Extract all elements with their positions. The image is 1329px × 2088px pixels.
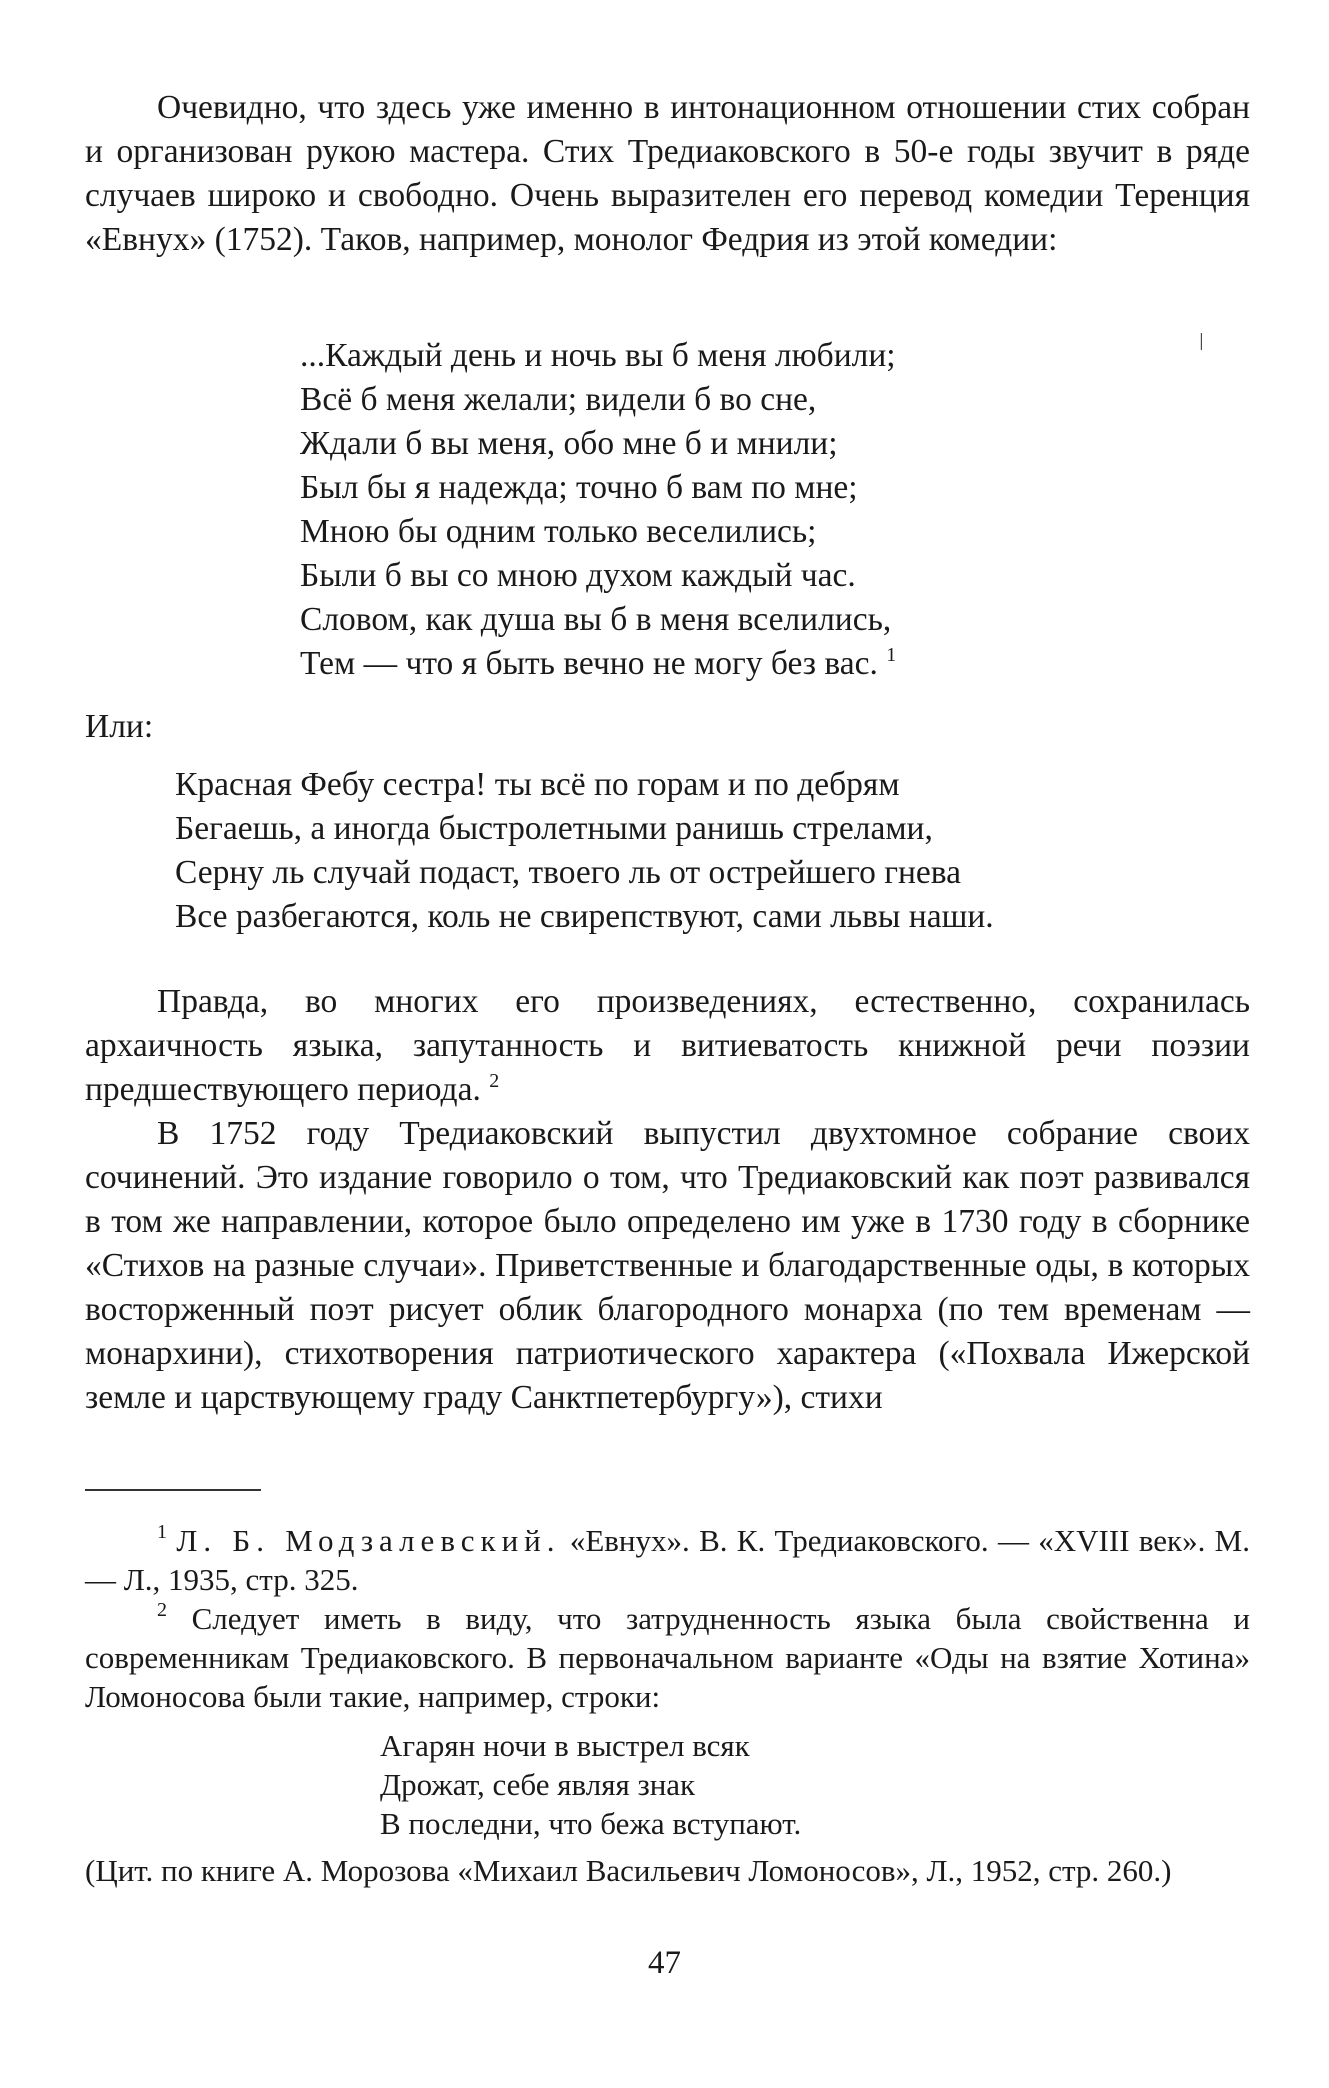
poem-monologue <box>300 334 1100 686</box>
footnote-1: $^1$ Л. Б. Модзалевский. «Евнух». В. К. Тредиаковского. — «XVIII век». М. — Л., 1935, стр. 325. <box>85 1521 1250 1597</box>
footnote-2: $^2$ Следует иметь в виду, что затрудненность языка была свойственна и современникам Тредиаковского. В первоначальном варианте «Оды на взятие Хотина» Ломоносова были такие, например, строки: <box>85 1599 1250 1714</box>
poem-line: Бегаешь, а иногда быстролетными ранишь стрелами, <box>175 810 933 847</box>
margin-mark: ǀ <box>1199 330 1204 356</box>
paragraph-text: Очевидно, что здесь уже именно в интонационном отношении стих собран и организован рукою мастера. Стих Тредиаковского в 50-е годы звучит в ряде случаев широко и свободно. Очень выразителен его перевод комедии Теренция «Евнух» (1752). Таков, например, монолог Федрия из этой комедии: <box>85 89 1250 258</box>
poem-line-last: Тем — что я быть вечно не могу без вас. $^1$ <box>300 644 897 682</box>
paragraph-text: В 1752 году Тредиаковский выпустил двухтомное собрание своих сочинений. Это издание говорило о том, что Тредиаковский как поэт развивался в том же направлении, которое было определено им уже в 1730 году в сборнике «Стихов на разные случаи». Приветственные и благодарственные оды, в которых восторженный поэт рисует облик благородного монарха (по тем временам — монархини), стихотворения патриотического характера («Похвала Ижерской земле и царствующему граду Санктпетербургу»), стихи <box>85 1115 1250 1416</box>
connector <box>85 705 1250 749</box>
poem-line: Красная Фебу сестра! ты всё по горам и по дебрям <box>175 766 900 803</box>
poem-line: Были б вы со мною духом каждый час. <box>300 557 856 594</box>
page-number: 47 <box>648 1945 681 1981</box>
footnote-citation: (Цит. по книге А. Морозова «Михаил Васильевич Ломоносов», Л., 1952, стр. 260.) <box>85 1853 1172 1888</box>
footnote-poem <box>380 1726 1250 1843</box>
poem-line: Всё б меня желали; видели б во сне, <box>300 381 817 418</box>
poem-line: В последни, что бежа вступают. <box>380 1806 802 1841</box>
footnotes <box>85 1521 1250 1890</box>
footnote-author: Л. Б. Модзалевский. <box>176 1523 561 1558</box>
footnote-ref-2: 2 <box>489 1070 500 1092</box>
poem-line: Был бы я надежда; точно б вам по мне; <box>300 469 858 506</box>
paragraph-archaic <box>85 980 1250 1112</box>
paragraph-text: Правда, во многих его произведениях, естественно, сохранилась архаичность языка, запутанность и витиеватость книжной речи поэзии предшествующего периода. $^2$ <box>85 983 1250 1108</box>
poem-line: Ждали б вы меня, обо мне б и мнили; <box>300 425 838 462</box>
poem-line: Словом, как душа вы б в меня вселились, <box>300 601 892 638</box>
poem-line: Серну ль случай подаст, твоего ль от острейшего гнева <box>175 854 962 891</box>
footnote-ref-1: 1 <box>886 644 897 666</box>
connector-text: Или: <box>85 708 154 745</box>
poem-hexameter <box>175 763 1175 939</box>
footnote-divider <box>85 1489 261 1491</box>
poem-line: Дрожат, себе являя знак <box>380 1767 696 1802</box>
poem-line: ...Каждый день и ночь вы б меня любили; <box>300 337 896 374</box>
paragraph-collection <box>85 1112 1250 1420</box>
poem-line: Агарян ночи в выстрел всяк <box>380 1728 750 1763</box>
paragraph-intro <box>85 86 1250 262</box>
poem-line: Мною бы одним только веселились; <box>300 513 817 550</box>
poem-line: Все разбегаются, коль не свирепствуют, сами львы наши. <box>175 898 994 935</box>
